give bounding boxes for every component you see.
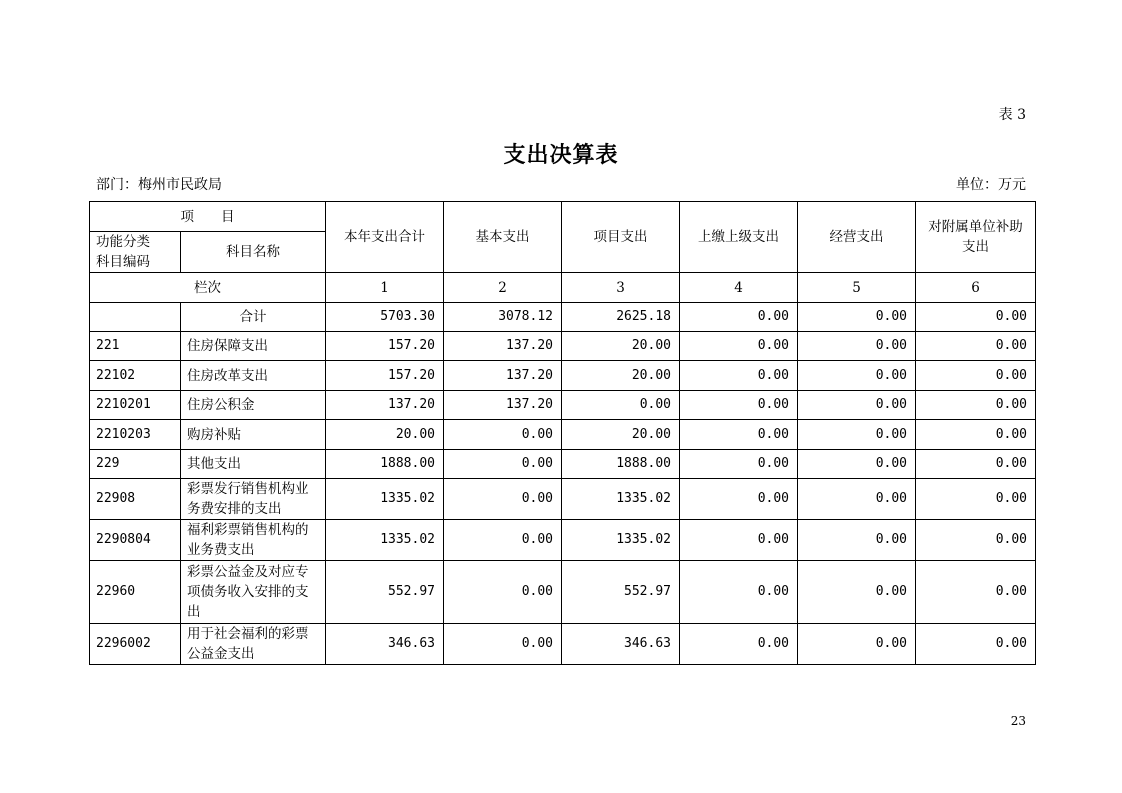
row-code: 229	[90, 450, 181, 479]
row-value: 0.00	[916, 332, 1036, 361]
row-code: 2290804	[90, 520, 181, 561]
row-value: 0.00	[680, 361, 798, 391]
row-value: 0.00	[444, 450, 562, 479]
seq-6: 6	[916, 273, 1036, 303]
row-name: 购房补贴	[181, 420, 326, 450]
row-value: 157.20	[326, 332, 444, 361]
row-name: 其他支出	[181, 450, 326, 479]
total-value: 5703.30	[326, 303, 444, 332]
row-value: 0.00	[798, 420, 916, 450]
header-func-code: 功能分类 科目编码	[90, 232, 181, 273]
seq-4: 4	[680, 273, 798, 303]
row-value: 0.00	[798, 332, 916, 361]
seq-label: 栏次	[90, 273, 326, 303]
total-row	[90, 303, 1036, 332]
row-value: 0.00	[680, 479, 798, 520]
row-value: 346.63	[562, 624, 680, 665]
row-name: 用于社会福利的彩票公益金支出	[181, 624, 326, 665]
row-value: 0.00	[562, 391, 680, 420]
table-row	[90, 420, 1036, 450]
table-row	[90, 450, 1036, 479]
row-value: 0.00	[444, 561, 562, 624]
total-value: 2625.18	[562, 303, 680, 332]
row-value: 0.00	[444, 420, 562, 450]
row-value: 0.00	[916, 479, 1036, 520]
header-col-4: 上缴上级支出	[680, 202, 798, 273]
row-value: 0.00	[680, 520, 798, 561]
table-row	[90, 561, 1036, 624]
row-value: 20.00	[562, 420, 680, 450]
page-number: 23	[1010, 714, 1026, 728]
unit-label: 单位：万元	[956, 177, 1026, 193]
row-value: 137.20	[444, 361, 562, 391]
row-name: 福利彩票销售机构的业务费支出	[181, 520, 326, 561]
row-value: 0.00	[444, 479, 562, 520]
row-value: 1888.00	[326, 450, 444, 479]
table-row	[90, 624, 1036, 665]
row-value: 0.00	[916, 420, 1036, 450]
header-col-6: 对附属单位补助 支出	[916, 202, 1036, 273]
total-value: 0.00	[680, 303, 798, 332]
table-row	[90, 391, 1036, 420]
row-code: 2296002	[90, 624, 181, 665]
total-code	[90, 303, 181, 332]
row-name: 彩票发行销售机构业务费安排的支出	[181, 479, 326, 520]
seq-1: 1	[326, 273, 444, 303]
total-value: 0.00	[916, 303, 1036, 332]
row-value: 1335.02	[326, 479, 444, 520]
row-value: 0.00	[916, 361, 1036, 391]
row-value: 20.00	[326, 420, 444, 450]
row-value: 137.20	[444, 391, 562, 420]
header-col-1: 本年支出合计	[326, 202, 444, 273]
row-value: 0.00	[798, 561, 916, 624]
row-value: 1335.02	[562, 520, 680, 561]
header-subject-name: 科目名称	[181, 232, 326, 273]
row-value: 0.00	[798, 520, 916, 561]
row-value: 0.00	[916, 624, 1036, 665]
table-number: 表 3	[998, 107, 1026, 123]
header-col-2: 基本支出	[444, 202, 562, 273]
total-value: 3078.12	[444, 303, 562, 332]
row-code: 2210201	[90, 391, 181, 420]
row-code: 2210203	[90, 420, 181, 450]
table-row	[90, 479, 1036, 520]
row-value: 0.00	[916, 450, 1036, 479]
row-value: 1335.02	[562, 479, 680, 520]
row-code: 22908	[90, 479, 181, 520]
table-row	[90, 520, 1036, 561]
expenditure-table	[89, 201, 1036, 665]
row-value: 1335.02	[326, 520, 444, 561]
row-value: 0.00	[916, 391, 1036, 420]
row-name: 住房公积金	[181, 391, 326, 420]
row-value: 0.00	[680, 332, 798, 361]
row-code: 221	[90, 332, 181, 361]
row-value: 0.00	[680, 420, 798, 450]
table-row	[90, 332, 1036, 361]
row-value: 0.00	[444, 624, 562, 665]
row-value: 0.00	[916, 561, 1036, 624]
page-title: 支出决算表	[503, 142, 619, 168]
total-value: 0.00	[798, 303, 916, 332]
row-value: 0.00	[798, 624, 916, 665]
row-name: 住房保障支出	[181, 332, 326, 361]
row-value: 0.00	[916, 520, 1036, 561]
row-value: 0.00	[798, 450, 916, 479]
row-value: 137.20	[444, 332, 562, 361]
row-value: 137.20	[326, 391, 444, 420]
row-name: 彩票公益金及对应专项债务收入安排的支出	[181, 561, 326, 624]
row-value: 346.63	[326, 624, 444, 665]
seq-3: 3	[562, 273, 680, 303]
header-col-3: 项目支出	[562, 202, 680, 273]
row-value: 0.00	[798, 361, 916, 391]
row-value: 0.00	[798, 391, 916, 420]
row-code: 22960	[90, 561, 181, 624]
row-name: 住房改革支出	[181, 361, 326, 391]
header-col-5: 经营支出	[798, 202, 916, 273]
row-code: 22102	[90, 361, 181, 391]
seq-5: 5	[798, 273, 916, 303]
header-project: 项 目	[90, 202, 326, 232]
row-value: 552.97	[326, 561, 444, 624]
row-value: 0.00	[680, 561, 798, 624]
seq-2: 2	[444, 273, 562, 303]
row-value: 20.00	[562, 332, 680, 361]
department-label: 部门：梅州市民政局	[96, 177, 222, 193]
total-label: 合计	[181, 303, 326, 332]
row-value: 0.00	[444, 520, 562, 561]
row-value: 0.00	[680, 624, 798, 665]
row-value: 0.00	[798, 479, 916, 520]
row-value: 552.97	[562, 561, 680, 624]
row-value: 20.00	[562, 361, 680, 391]
table-row	[90, 361, 1036, 391]
row-value: 1888.00	[562, 450, 680, 479]
row-value: 157.20	[326, 361, 444, 391]
row-value: 0.00	[680, 450, 798, 479]
row-value: 0.00	[680, 391, 798, 420]
